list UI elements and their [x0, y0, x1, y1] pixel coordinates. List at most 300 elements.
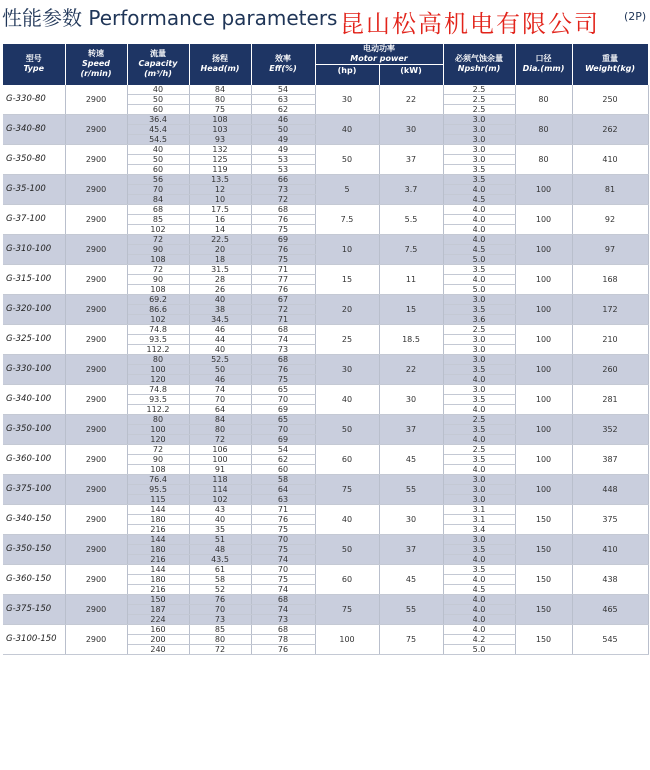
- cell-eff: 64: [251, 484, 315, 494]
- cell-weight: 465: [572, 594, 648, 624]
- cell-npshr: 3.0: [443, 114, 515, 124]
- cell-capacity: 90: [127, 454, 189, 464]
- cell-head: 12: [189, 184, 251, 194]
- cell-head: 91: [189, 464, 251, 474]
- cell-eff: 68: [251, 354, 315, 364]
- cell-eff: 76: [251, 364, 315, 374]
- cell-head: 40: [189, 344, 251, 354]
- cell-capacity: 120: [127, 374, 189, 384]
- cell-head: 40: [189, 514, 251, 524]
- cell-type: G-350-80: [3, 144, 65, 174]
- cell-npshr: 4.2: [443, 634, 515, 644]
- cell-kw: 37: [379, 534, 443, 564]
- cell-speed: 2900: [65, 324, 127, 354]
- header-type: 型号 Type: [3, 44, 65, 85]
- cell-speed: 2900: [65, 414, 127, 444]
- cell-eff: 54: [251, 85, 315, 95]
- cell-npshr: 3.5: [443, 564, 515, 574]
- cell-eff: 49: [251, 134, 315, 144]
- header-motor-power: 电动功率 Motor power: [315, 44, 443, 65]
- cell-kw: 30: [379, 384, 443, 414]
- cell-eff: 76: [251, 644, 315, 654]
- cell-head: 43: [189, 504, 251, 514]
- cell-head: 106: [189, 444, 251, 454]
- cell-type: G-330-100: [3, 354, 65, 384]
- cell-capacity: 150: [127, 594, 189, 604]
- cell-weight: 410: [572, 534, 648, 564]
- cell-npshr: 2.5: [443, 444, 515, 454]
- cell-npshr: 5.0: [443, 284, 515, 294]
- cell-head: 38: [189, 304, 251, 314]
- cell-weight: 545: [572, 624, 648, 654]
- cell-dia: 80: [515, 114, 572, 144]
- cell-weight: 260: [572, 354, 648, 384]
- cell-head: 80: [189, 94, 251, 104]
- cell-eff: 73: [251, 614, 315, 624]
- cell-eff: 75: [251, 574, 315, 584]
- cell-npshr: 3.0: [443, 334, 515, 344]
- cell-weight: 438: [572, 564, 648, 594]
- cell-type: G-315-100: [3, 264, 65, 294]
- cell-dia: 100: [515, 174, 572, 204]
- cell-head: 85: [189, 624, 251, 634]
- cell-type: G-350-150: [3, 534, 65, 564]
- cell-eff: 75: [251, 544, 315, 554]
- cell-eff: 63: [251, 494, 315, 504]
- cell-head: 103: [189, 124, 251, 134]
- cell-type: G-330-80: [3, 85, 65, 115]
- cell-capacity: 224: [127, 614, 189, 624]
- cell-eff: 68: [251, 624, 315, 634]
- cell-head: 28: [189, 274, 251, 284]
- cell-capacity: 160: [127, 624, 189, 634]
- header-weight: 重量 Weight(kg): [572, 44, 648, 85]
- cell-head: 74: [189, 384, 251, 394]
- cell-capacity: 112.2: [127, 404, 189, 414]
- cell-npshr: 3.5: [443, 394, 515, 404]
- cell-type: G-360-150: [3, 564, 65, 594]
- cell-head: 73: [189, 614, 251, 624]
- cell-capacity: 40: [127, 144, 189, 154]
- cell-weight: 352: [572, 414, 648, 444]
- table-row: [3, 564, 648, 574]
- cell-hp: 5: [315, 174, 379, 204]
- cell-head: 70: [189, 604, 251, 614]
- cell-eff: 53: [251, 154, 315, 164]
- cell-speed: 2900: [65, 474, 127, 504]
- cell-capacity: 90: [127, 274, 189, 284]
- table-row: [3, 504, 648, 514]
- cell-speed: 2900: [65, 85, 127, 115]
- cell-dia: 100: [515, 234, 572, 264]
- table-row: [3, 414, 648, 424]
- cell-eff: 69: [251, 404, 315, 414]
- table-header: [3, 44, 648, 85]
- cell-eff: 58: [251, 474, 315, 484]
- cell-type: G-340-150: [3, 504, 65, 534]
- cell-speed: 2900: [65, 444, 127, 474]
- cell-head: 16: [189, 214, 251, 224]
- cell-capacity: 144: [127, 504, 189, 514]
- table-row: [3, 174, 648, 184]
- cell-dia: 150: [515, 594, 572, 624]
- cell-eff: 71: [251, 314, 315, 324]
- cell-eff: 63: [251, 94, 315, 104]
- cell-type: G-3100-150: [3, 624, 65, 654]
- cell-speed: 2900: [65, 384, 127, 414]
- header-eff: 效率 Eff(%): [251, 44, 315, 85]
- cell-speed: 2900: [65, 534, 127, 564]
- cell-capacity: 50: [127, 94, 189, 104]
- cell-eff: 73: [251, 184, 315, 194]
- cell-hp: 60: [315, 444, 379, 474]
- cell-dia: 100: [515, 204, 572, 234]
- cell-type: G-340-100: [3, 384, 65, 414]
- cell-capacity: 45.4: [127, 124, 189, 134]
- cell-eff: 70: [251, 394, 315, 404]
- cell-hp: 40: [315, 114, 379, 144]
- cell-capacity: 100: [127, 364, 189, 374]
- header-head: 扬程 Head(m): [189, 44, 251, 85]
- cell-npshr: 3.5: [443, 264, 515, 274]
- cell-head: 100: [189, 454, 251, 464]
- cell-npshr: 2.5: [443, 104, 515, 114]
- cell-type: G-375-100: [3, 474, 65, 504]
- cell-npshr: 4.5: [443, 194, 515, 204]
- cell-capacity: 80: [127, 414, 189, 424]
- cell-kw: 7.5: [379, 234, 443, 264]
- cell-npshr: 4.0: [443, 204, 515, 214]
- cell-speed: 2900: [65, 624, 127, 654]
- cell-eff: 62: [251, 454, 315, 464]
- cell-npshr: 4.0: [443, 374, 515, 384]
- header-hp: (hp): [315, 65, 379, 77]
- cell-npshr: 4.5: [443, 584, 515, 594]
- cell-npshr: 4.0: [443, 594, 515, 604]
- cell-capacity: 187: [127, 604, 189, 614]
- cell-eff: 75: [251, 524, 315, 534]
- cell-head: 40: [189, 294, 251, 304]
- header-speed: 转速 Speed (r/min): [65, 44, 127, 85]
- cell-capacity: 36.4: [127, 114, 189, 124]
- page-header: [0, 0, 650, 40]
- cell-dia: 150: [515, 534, 572, 564]
- cell-capacity: 60: [127, 164, 189, 174]
- cell-eff: 67: [251, 294, 315, 304]
- cell-eff: 46: [251, 114, 315, 124]
- table-row: [3, 444, 648, 454]
- cell-npshr: 3.1: [443, 504, 515, 514]
- cell-capacity: 216: [127, 554, 189, 564]
- cell-dia: 150: [515, 564, 572, 594]
- cell-kw: 15: [379, 294, 443, 324]
- cell-dia: 150: [515, 504, 572, 534]
- header-capacity: 流量 Capacity (m³/h): [127, 44, 189, 85]
- cell-hp: 75: [315, 474, 379, 504]
- cell-kw: 30: [379, 504, 443, 534]
- cell-type: G-360-100: [3, 444, 65, 474]
- cell-npshr: 3.0: [443, 344, 515, 354]
- cell-weight: 97: [572, 234, 648, 264]
- cell-head: 13.5: [189, 174, 251, 184]
- cell-capacity: 56: [127, 174, 189, 184]
- cell-hp: 15: [315, 264, 379, 294]
- cell-head: 18: [189, 254, 251, 264]
- cell-npshr: 3.0: [443, 124, 515, 134]
- cell-npshr: 3.1: [443, 514, 515, 524]
- cell-npshr: 2.5: [443, 85, 515, 95]
- cell-capacity: 108: [127, 254, 189, 264]
- cell-head: 61: [189, 564, 251, 574]
- cell-weight: 375: [572, 504, 648, 534]
- header-dia: 口径 Dia.(mm): [515, 44, 572, 85]
- cell-capacity: 100: [127, 424, 189, 434]
- cell-speed: 2900: [65, 504, 127, 534]
- cell-capacity: 108: [127, 464, 189, 474]
- cell-head: 52.5: [189, 354, 251, 364]
- cell-capacity: 72: [127, 444, 189, 454]
- cell-head: 64: [189, 404, 251, 414]
- cell-eff: 53: [251, 164, 315, 174]
- cell-capacity: 144: [127, 534, 189, 544]
- cell-hp: 100: [315, 624, 379, 654]
- cell-kw: 30: [379, 114, 443, 144]
- cell-head: 51: [189, 534, 251, 544]
- cell-npshr: 4.0: [443, 604, 515, 614]
- cell-npshr: 4.0: [443, 574, 515, 584]
- cell-head: 50: [189, 364, 251, 374]
- cell-kw: 75: [379, 624, 443, 654]
- cell-eff: 69: [251, 434, 315, 444]
- table-row: [3, 594, 648, 604]
- table-row: [3, 624, 648, 634]
- cell-capacity: 84: [127, 194, 189, 204]
- cell-hp: 50: [315, 144, 379, 174]
- cell-kw: 3.7: [379, 174, 443, 204]
- table-body: [3, 85, 648, 655]
- table-row: [3, 474, 648, 484]
- cell-eff: 70: [251, 424, 315, 434]
- cell-weight: 168: [572, 264, 648, 294]
- cell-type: G-350-100: [3, 414, 65, 444]
- cell-npshr: 3.5: [443, 304, 515, 314]
- table-row: [3, 204, 648, 214]
- cell-capacity: 102: [127, 314, 189, 324]
- cell-head: 108: [189, 114, 251, 124]
- cell-npshr: 4.0: [443, 184, 515, 194]
- cell-head: 48: [189, 544, 251, 554]
- page-title: 性能参数 Performance parameters: [2, 6, 338, 30]
- cell-head: 34.5: [189, 314, 251, 324]
- cell-head: 14: [189, 224, 251, 234]
- cell-eff: 77: [251, 274, 315, 284]
- cell-eff: 68: [251, 204, 315, 214]
- cell-speed: 2900: [65, 234, 127, 264]
- cell-capacity: 180: [127, 514, 189, 524]
- cell-weight: 448: [572, 474, 648, 504]
- cell-kw: 45: [379, 444, 443, 474]
- cell-head: 52: [189, 584, 251, 594]
- cell-dia: 80: [515, 144, 572, 174]
- cell-dia: 100: [515, 444, 572, 474]
- cell-head: 132: [189, 144, 251, 154]
- cell-hp: 30: [315, 354, 379, 384]
- cell-npshr: 3.0: [443, 154, 515, 164]
- performance-table: [3, 44, 649, 655]
- cell-npshr: 3.0: [443, 354, 515, 364]
- cell-weight: 210: [572, 324, 648, 354]
- cell-eff: 54: [251, 444, 315, 454]
- cell-hp: 60: [315, 564, 379, 594]
- cell-dia: 100: [515, 324, 572, 354]
- cell-npshr: 3.5: [443, 364, 515, 374]
- cell-head: 10: [189, 194, 251, 204]
- cell-npshr: 4.0: [443, 234, 515, 244]
- cell-eff: 70: [251, 564, 315, 574]
- cell-npshr: 3.5: [443, 424, 515, 434]
- table-row: [3, 114, 648, 124]
- cell-capacity: 93.5: [127, 334, 189, 344]
- cell-hp: 50: [315, 414, 379, 444]
- cell-eff: 75: [251, 224, 315, 234]
- cell-hp: 40: [315, 504, 379, 534]
- cell-type: G-375-150: [3, 594, 65, 624]
- cell-capacity: 85: [127, 214, 189, 224]
- cell-speed: 2900: [65, 174, 127, 204]
- cell-head: 46: [189, 374, 251, 384]
- cell-head: 72: [189, 434, 251, 444]
- cell-head: 46: [189, 324, 251, 334]
- cell-eff: 76: [251, 214, 315, 224]
- header-npshr: 必须气蚀余量 Npshr(m): [443, 44, 515, 85]
- cell-npshr: 3.6: [443, 314, 515, 324]
- cell-npshr: 3.0: [443, 144, 515, 154]
- cell-npshr: 5.0: [443, 254, 515, 264]
- cell-type: G-37-100: [3, 204, 65, 234]
- cell-head: 31.5: [189, 264, 251, 274]
- cell-dia: 150: [515, 624, 572, 654]
- cell-kw: 18.5: [379, 324, 443, 354]
- cell-dia: 80: [515, 85, 572, 115]
- cell-hp: 7.5: [315, 204, 379, 234]
- cell-npshr: 3.0: [443, 484, 515, 494]
- cell-speed: 2900: [65, 594, 127, 624]
- cell-head: 80: [189, 634, 251, 644]
- cell-head: 84: [189, 85, 251, 95]
- cell-capacity: 108: [127, 284, 189, 294]
- cell-capacity: 216: [127, 584, 189, 594]
- cell-speed: 2900: [65, 264, 127, 294]
- cell-dia: 100: [515, 354, 572, 384]
- cell-eff: 76: [251, 514, 315, 524]
- cell-hp: 40: [315, 384, 379, 414]
- cell-eff: 49: [251, 144, 315, 154]
- cell-npshr: 3.5: [443, 544, 515, 554]
- cell-head: 102: [189, 494, 251, 504]
- cell-eff: 74: [251, 604, 315, 614]
- cell-weight: 172: [572, 294, 648, 324]
- cell-eff: 75: [251, 374, 315, 384]
- header-kw: (kW): [379, 65, 443, 77]
- cell-speed: 2900: [65, 114, 127, 144]
- cell-eff: 76: [251, 284, 315, 294]
- cell-head: 43.5: [189, 554, 251, 564]
- cell-dia: 100: [515, 384, 572, 414]
- table-row: [3, 534, 648, 544]
- cell-weight: 281: [572, 384, 648, 414]
- cell-speed: 2900: [65, 294, 127, 324]
- cell-eff: 62: [251, 104, 315, 114]
- cell-weight: 410: [572, 144, 648, 174]
- cell-eff: 78: [251, 634, 315, 644]
- cell-capacity: 180: [127, 544, 189, 554]
- cell-npshr: 4.0: [443, 214, 515, 224]
- cell-speed: 2900: [65, 144, 127, 174]
- cell-eff: 73: [251, 344, 315, 354]
- cell-kw: 22: [379, 354, 443, 384]
- cell-head: 22.5: [189, 234, 251, 244]
- cell-capacity: 69.2: [127, 294, 189, 304]
- cell-capacity: 80: [127, 354, 189, 364]
- cell-eff: 74: [251, 584, 315, 594]
- cell-npshr: 3.5: [443, 454, 515, 464]
- cell-weight: 262: [572, 114, 648, 144]
- cell-npshr: 4.0: [443, 404, 515, 414]
- cell-npshr: 3.0: [443, 134, 515, 144]
- cell-kw: 37: [379, 144, 443, 174]
- cell-capacity: 76.4: [127, 474, 189, 484]
- cell-capacity: 54.5: [127, 134, 189, 144]
- cell-hp: 75: [315, 594, 379, 624]
- cell-weight: 81: [572, 174, 648, 204]
- cell-npshr: 4.0: [443, 434, 515, 444]
- cell-capacity: 216: [127, 524, 189, 534]
- cell-dia: 100: [515, 474, 572, 504]
- pole-tag: (2P): [624, 10, 647, 23]
- company-name: 昆山松高机电有限公司: [340, 10, 600, 38]
- cell-capacity: 200: [127, 634, 189, 644]
- cell-dia: 100: [515, 264, 572, 294]
- cell-capacity: 180: [127, 574, 189, 584]
- cell-eff: 65: [251, 414, 315, 424]
- cell-capacity: 90: [127, 244, 189, 254]
- cell-capacity: 95.5: [127, 484, 189, 494]
- cell-kw: 5.5: [379, 204, 443, 234]
- cell-type: G-310-100: [3, 234, 65, 264]
- cell-head: 35: [189, 524, 251, 534]
- cell-capacity: 74.8: [127, 384, 189, 394]
- table-row: [3, 324, 648, 334]
- cell-npshr: 4.5: [443, 244, 515, 254]
- cell-capacity: 68: [127, 204, 189, 214]
- cell-kw: 55: [379, 474, 443, 504]
- table-row: [3, 144, 648, 154]
- cell-npshr: 4.0: [443, 224, 515, 234]
- cell-eff: 71: [251, 264, 315, 274]
- cell-type: G-340-80: [3, 114, 65, 144]
- cell-weight: 387: [572, 444, 648, 474]
- cell-eff: 70: [251, 534, 315, 544]
- cell-head: 114: [189, 484, 251, 494]
- cell-head: 58: [189, 574, 251, 584]
- cell-capacity: 72: [127, 234, 189, 244]
- cell-dia: 100: [515, 294, 572, 324]
- table-row: [3, 384, 648, 394]
- cell-npshr: 3.0: [443, 384, 515, 394]
- cell-capacity: 115: [127, 494, 189, 504]
- cell-eff: 74: [251, 554, 315, 564]
- cell-npshr: 3.5: [443, 164, 515, 174]
